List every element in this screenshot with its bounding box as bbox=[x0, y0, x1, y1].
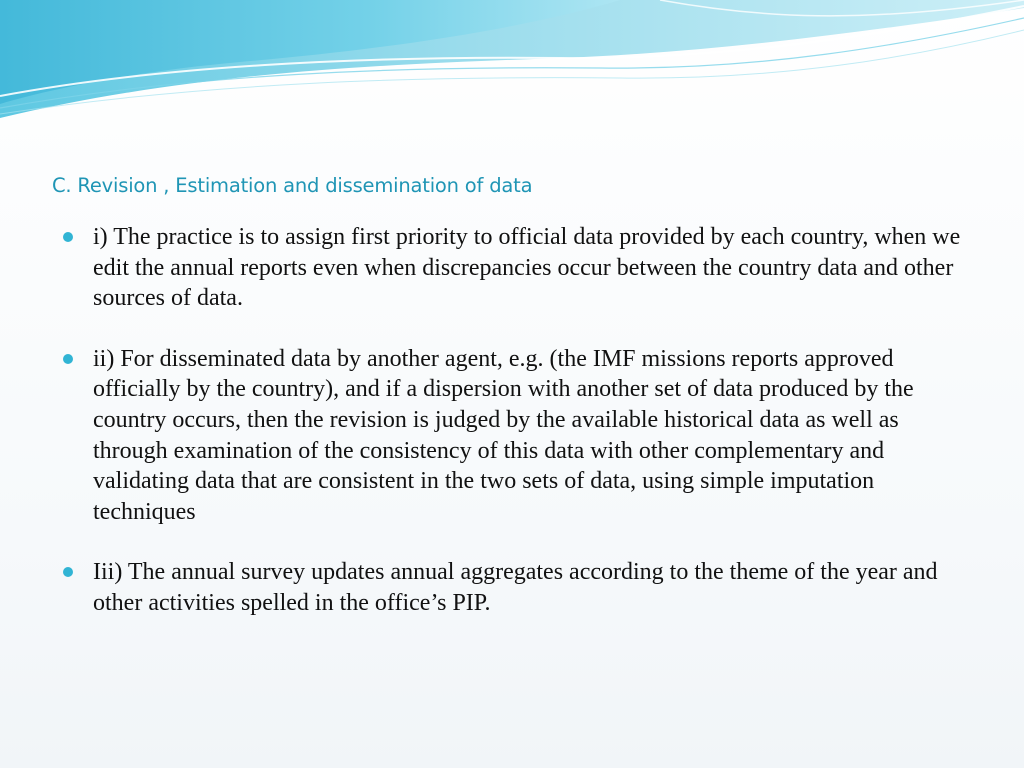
slide-title: C. Revision , Estimation and dissemination of data bbox=[52, 174, 533, 197]
bullet-item bbox=[62, 557, 962, 618]
bullet-icon bbox=[63, 567, 73, 577]
bullet-icon bbox=[63, 354, 73, 364]
bullet-item bbox=[62, 344, 962, 528]
bullet-list bbox=[62, 222, 962, 649]
bullet-text: ii) For disseminated data by another agent, e.g. (the IMF missions reports approved officially by the country), and if a dispersion with another set of data produced by the country occurs, then the revision is judged by the available historical data as well as through examination of the consistency of this data with other complementary and validating data that are consistent in the two sets of data, using simple imputation techniques bbox=[93, 345, 914, 525]
decorative-wave-header bbox=[0, 0, 1024, 130]
bullet-text: Iii) The annual survey updates annual aggregates according to the theme of the year and other activities spelled in the office’s PIP. bbox=[93, 559, 938, 616]
bullet-text: i) The practice is to assign first priority to official data provided by each country, when we edit the annual reports even when discrepancies occur between the country data and other sources of data. bbox=[93, 224, 961, 312]
bullet-item bbox=[62, 222, 962, 314]
bullet-icon bbox=[63, 232, 73, 242]
